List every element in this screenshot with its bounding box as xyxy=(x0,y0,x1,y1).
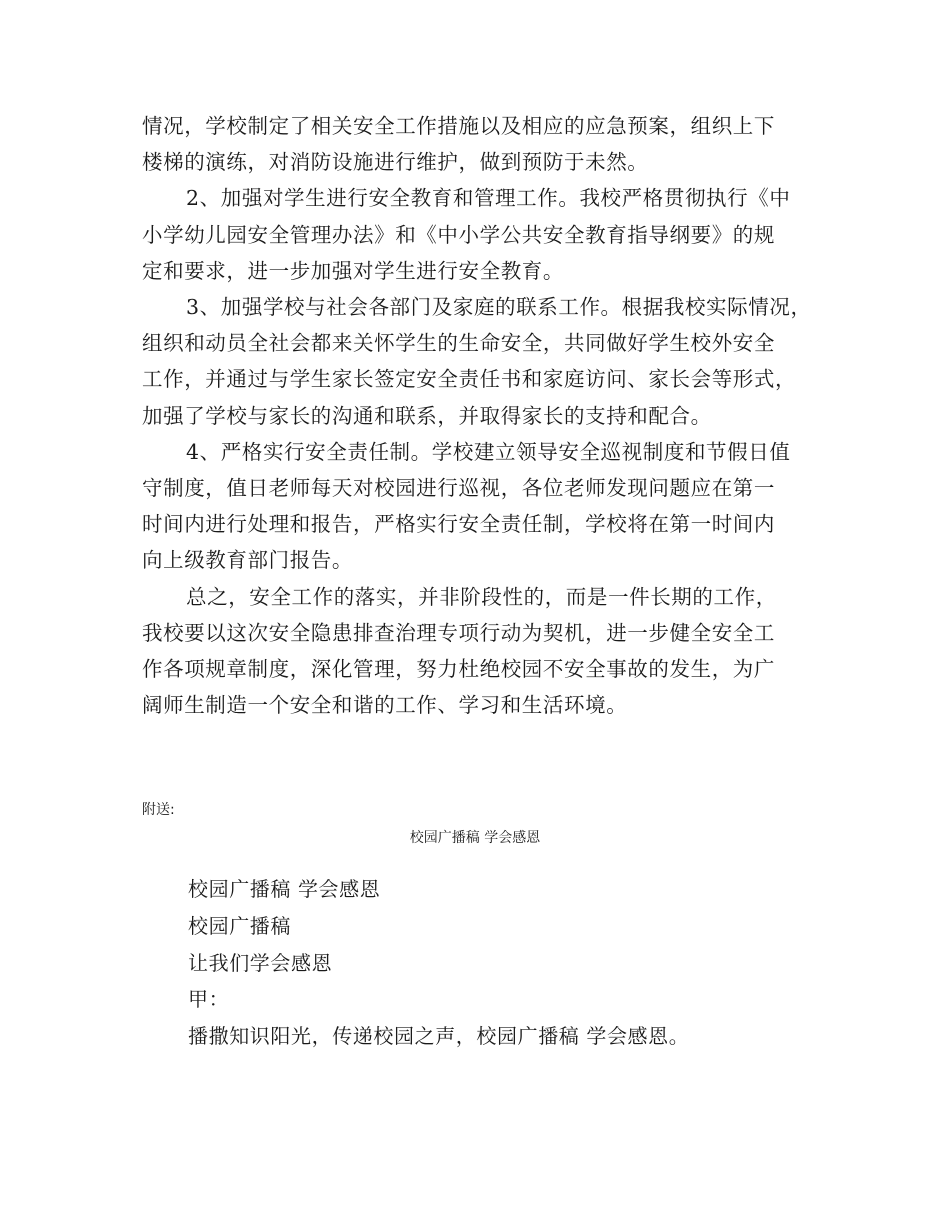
text-line: 阔师生制造一个安全和谐的工作、学习和生活环境。 xyxy=(142,693,628,718)
text-line: 总之，安全工作的落实，并非阶段性的，而是一件长期的工作， xyxy=(186,584,777,609)
text-line: 楼梯的演练，对消防设施进行维护，做到预防于未然。 xyxy=(142,150,649,175)
attachment-line: 播撒知识阳光，传递校园之声，校园广播稿 学会感恩。 xyxy=(188,1024,690,1049)
text-line: 4、严格实行安全责任制。学校建立领导安全巡视制度和节假日值 xyxy=(186,439,791,464)
attachment-line: 让我们学会感恩 xyxy=(188,950,333,975)
text-line: 情况，学校制定了相关安全工作措施以及相应的应急预案，组织上下 xyxy=(142,114,775,138)
attachment-line: 校园广播稿 xyxy=(188,913,291,938)
text-line: 3、加强学校与社会各部门及家庭的联系工作。根据我校实际情况， xyxy=(186,295,812,320)
text-line: 加强了学校与家长的沟通和联系，并取得家长的支持和配合。 xyxy=(142,403,712,428)
attachment-line: 甲： xyxy=(188,987,230,1012)
text-line: 时间内进行处理和报告，严格实行安全责任制，学校将在第一时间内 xyxy=(142,512,775,537)
text-line: 工作，并通过与学生家长签定安全责任书和家庭访问、家长会等形式， xyxy=(142,367,797,392)
attachment-body xyxy=(188,871,828,1055)
attachment-line: 校园广播稿 学会感恩 xyxy=(188,877,381,901)
text-line: 定和要求，进一步加强对学生进行安全教育。 xyxy=(142,258,564,283)
text-line: 2、加强对学生进行安全教育和管理工作。我校严格贯彻执行《中 xyxy=(186,186,791,211)
text-line: 我校要以这次安全隐患排查治理专项行动为契机，进一步健全安全工 xyxy=(142,620,775,645)
text-line: 组织和动员全社会都来关怀学生的生命安全，共同做好学生校外安全 xyxy=(142,331,775,356)
text-line: 作各项规章制度，深化管理，努力杜绝校园不安全事故的发生，为广 xyxy=(142,657,775,682)
main-text-body xyxy=(142,108,822,723)
text-line: 向上级教育部门报告。 xyxy=(142,548,353,573)
attachment-label: 附送: xyxy=(142,802,175,818)
text-line: 守制度，值日老师每天对校园进行巡视，各位老师发现问题应在第一 xyxy=(142,476,775,501)
attachment-title: 校园广播稿 学会感恩 xyxy=(409,830,541,846)
text-line: 小学幼儿园安全管理办法》和《中小学公共安全教育指导纲要》的规 xyxy=(142,222,775,247)
